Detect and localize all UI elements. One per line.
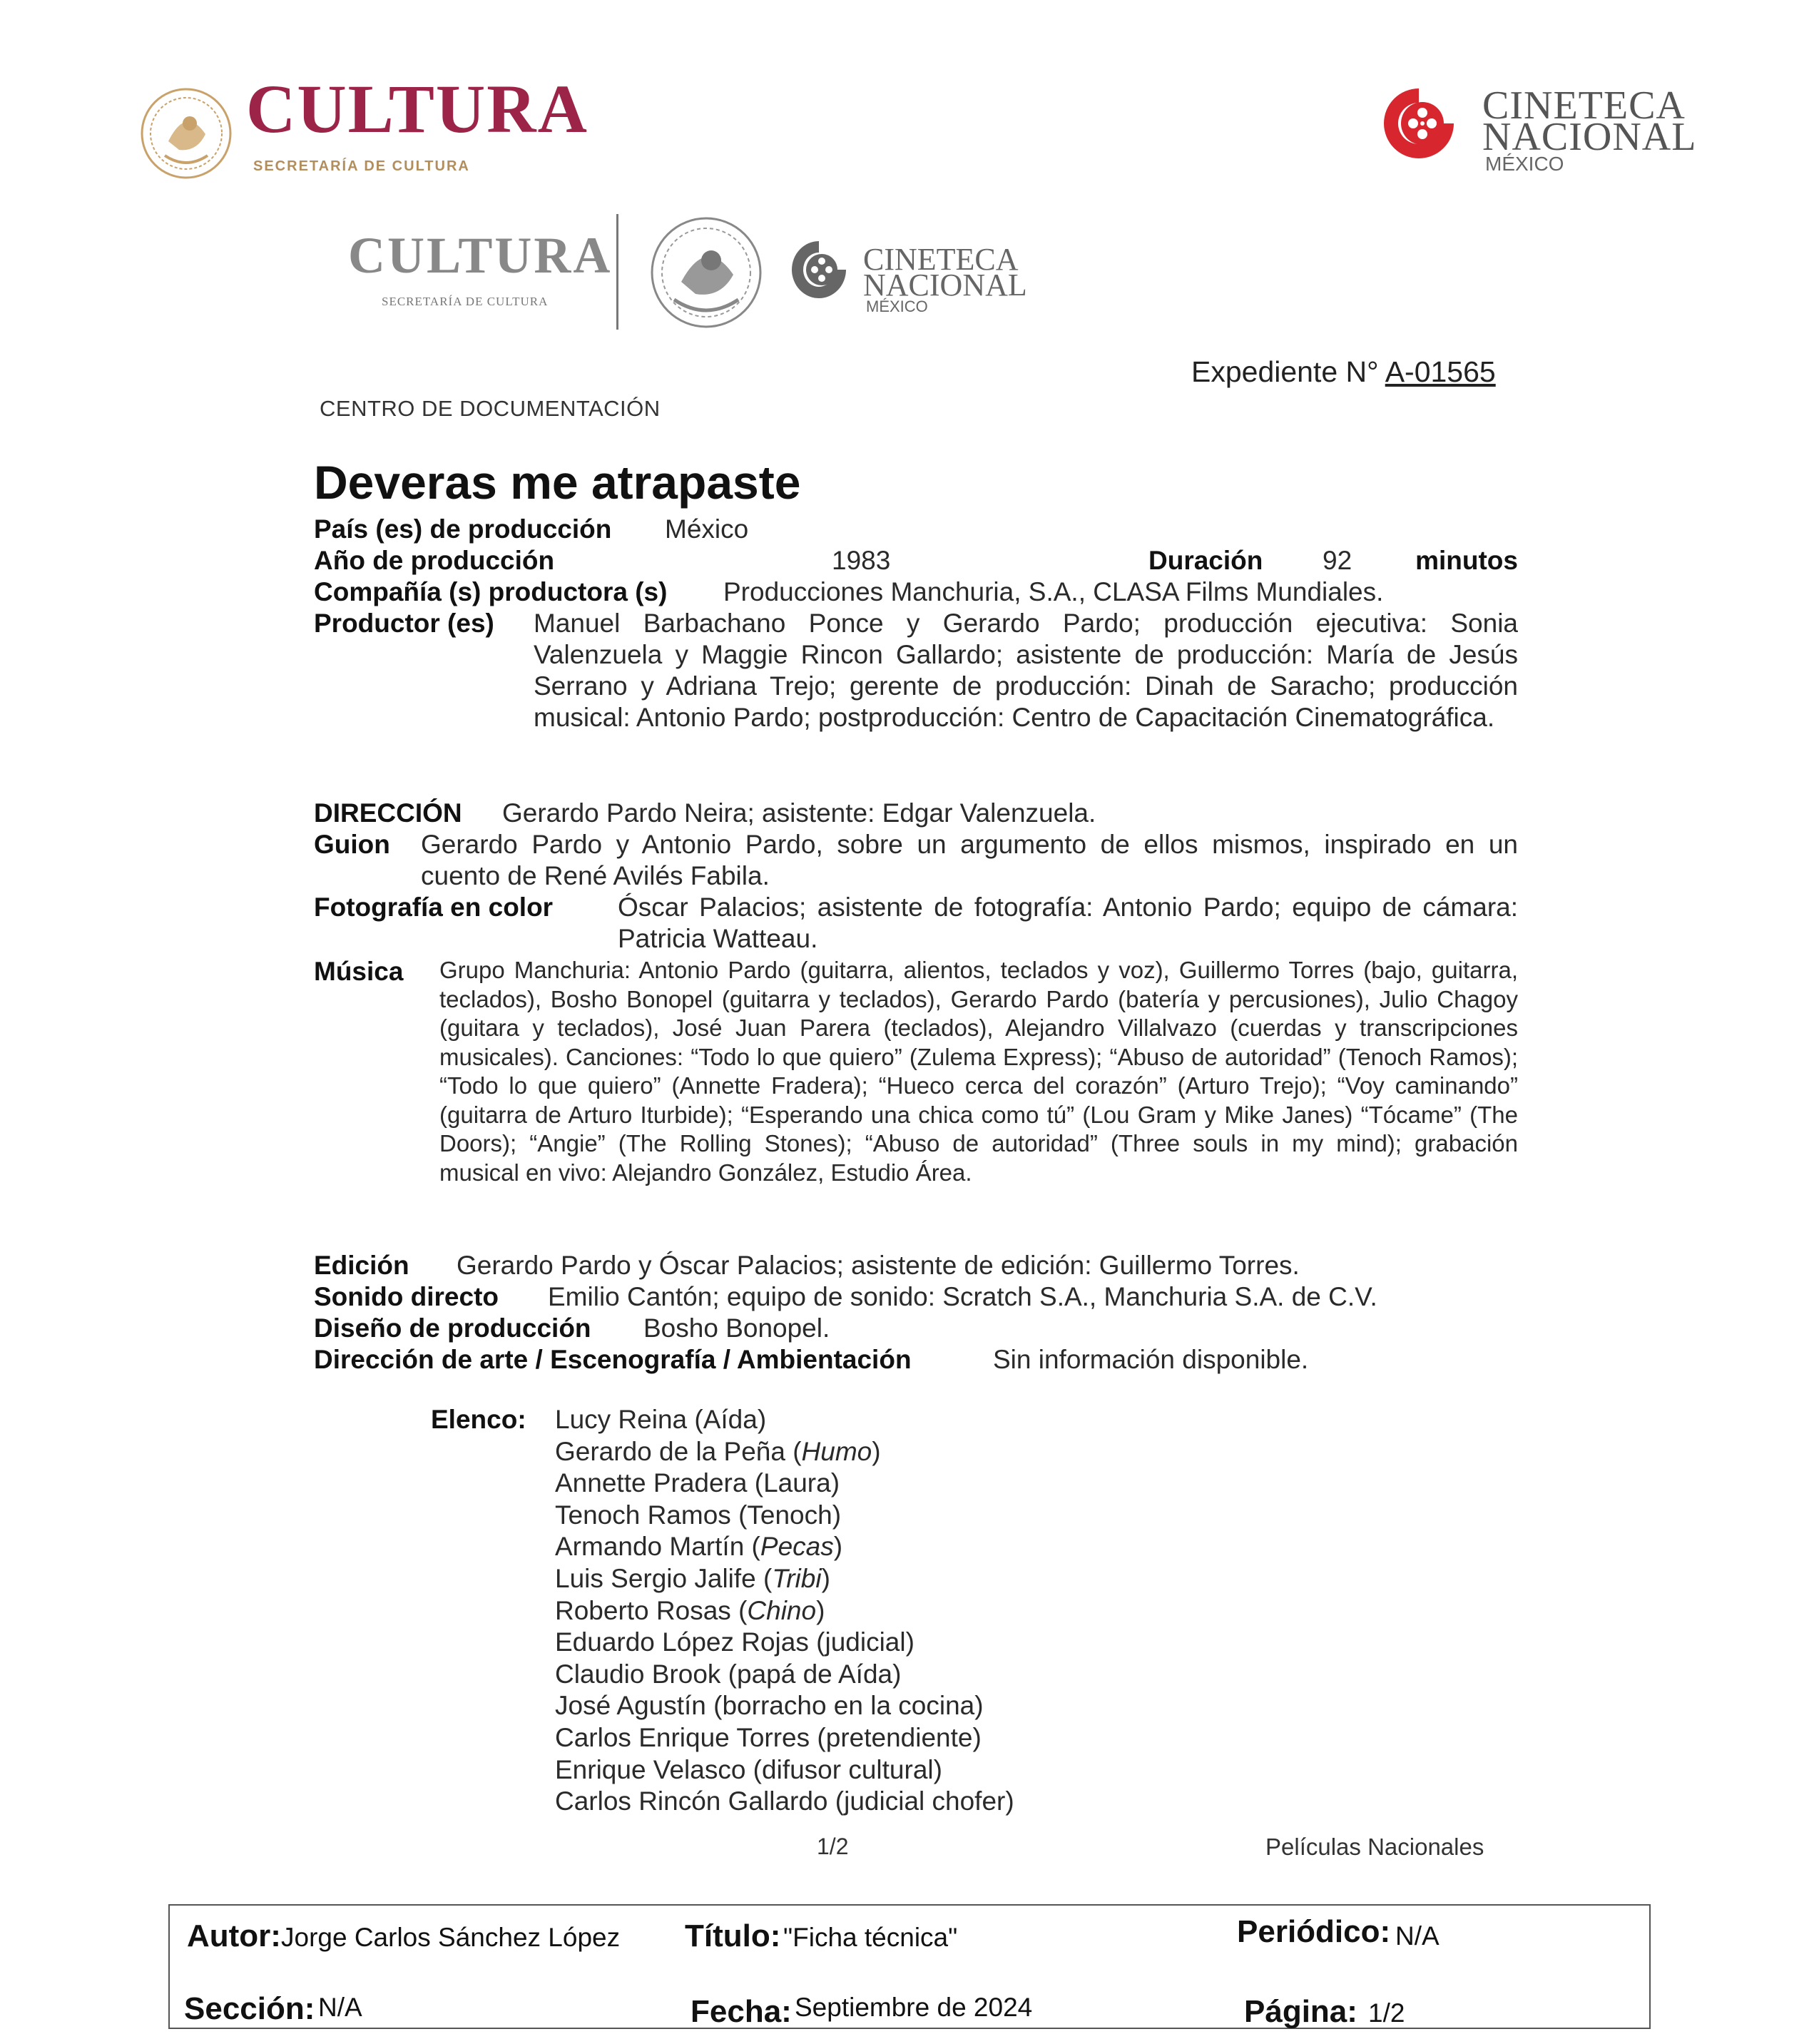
metadata-box (168, 1904, 1651, 2029)
titulo-label: Título: (685, 1918, 781, 1953)
musica-value: Grupo Manchuria: Antonio Pardo (guitarra, alientos, teclados y voz), Guillermo Torres (bajo, guitarra, teclados), Bosho Bonopel (guitarra y teclados), Gerardo Pardo (batería y percusiones), Julio Chagoy (guitara y teclados), José Juan Parera (teclados), Alejandro Villalvazo (cuerdas y transcripciones musicales). Canciones: “Todo lo que quiero” (Zulema Express); “Abuso de autoridad” (Tenoch Ramos); “Todo lo que quiero” (Annette Fradera); “Hueco cerca del corazón” (Arturo Trejo); “Voy caminando” (guitarra de Arturo Iturbide); “Esperando una chica como tú” (Lou Gram y Mike Janes) “Tócame” (The Doors); “Angie” (The Rolling Stones); “Abuso de autoridad” (Three souls in my mind); grabación musical en vivo: Alejandro González, Estudio Área. (439, 957, 1518, 1186)
cast-name: Carlos Enrique Torres (555, 1722, 810, 1752)
seccion-label: Sección: (184, 1991, 315, 2026)
cast-name: Armando Martín (555, 1532, 745, 1562)
musica-row (314, 956, 1518, 1187)
cast-item: Gerardo de la Peña (Humo) (555, 1436, 881, 1466)
cultura-wordmark: CULTURA (246, 71, 588, 147)
cast-item: Annette Pradera (Laura) (555, 1468, 840, 1498)
direccion-label: DIRECCIÓN (314, 798, 462, 828)
titulo-value: "Ficha técnica" (783, 1923, 958, 1952)
page-number: 1/2 (817, 1834, 849, 1859)
compania-label: Compañía (s) productora (s) (314, 577, 668, 606)
periodico-value: N/A (1395, 1921, 1440, 1951)
coleccion-label: Películas Nacionales (1265, 1834, 1484, 1860)
pagina-label: Página: (1244, 1994, 1357, 2029)
cast-name: Annette Pradera (555, 1468, 748, 1498)
cast-item: Luis Sergio Jalife (Tribi) (555, 1563, 830, 1593)
pagina-value: 1/2 (1368, 1998, 1405, 2028)
doc-cineteca-reel-logo (790, 238, 847, 302)
doc-cultura-subtitle: SECRETARÍA DE CULTURA (382, 295, 549, 308)
cast-role: papá de Aída (737, 1659, 893, 1689)
seccion-value: N/A (318, 1993, 362, 2022)
musica-label: Música (314, 957, 404, 986)
guion-value: Gerardo Pardo y Antonio Pardo, sobre un argumento de ellos mismos, inspirado en un cuento de René Avilés Fabila. (421, 830, 1518, 890)
sonido-label: Sonido directo (314, 1282, 499, 1311)
cast-item: Carlos Rincón Gallardo (judicial chofer) (555, 1786, 1014, 1816)
fotografia-value: Óscar Palacios; asistente de fotografía: Antonio Pardo; equipo de cámara: Patricia Watteau. (618, 893, 1518, 953)
edicion-row (314, 1250, 1518, 1281)
diseno-label: Diseño de producción (314, 1313, 591, 1343)
cast-item: Claudio Brook (papá de Aída) (555, 1659, 902, 1689)
doc-cineteca-line2: NACIONAL (863, 268, 1027, 302)
cast-item: Carlos Enrique Torres (pretendiente) (555, 1722, 982, 1752)
edicion-value: Gerardo Pardo y Óscar Palacios; asistente de edición: Guillermo Torres. (457, 1251, 1300, 1280)
cast-name: Enrique Velasco (555, 1754, 746, 1784)
cast-name: José Agustín (555, 1691, 706, 1721)
anio-label: Año de producción (314, 546, 555, 575)
doc-mexico-seal-logo (642, 214, 770, 332)
cast-name: Gerardo de la Peña (555, 1436, 785, 1466)
cast-role: Tenoch (747, 1500, 832, 1530)
fotografia-label: Fotografía en color (314, 893, 554, 922)
cast-role: Chino (747, 1595, 817, 1625)
cineteca-reel-logo (1380, 84, 1458, 163)
cast-item: Enrique Velasco (difusor cultural) (555, 1754, 942, 1784)
cast-role: Pecas (760, 1532, 834, 1562)
cineteca-line2: NACIONAL (1482, 115, 1697, 159)
cast-item: José Agustín (borracho en la cocina) (555, 1691, 984, 1721)
fecha-value: Septiembre de 2024 (795, 1993, 1033, 2022)
expediente-label: Expediente N° (1191, 355, 1379, 388)
cultura-subtitle: SECRETARÍA DE CULTURA (253, 158, 470, 174)
pais-row (314, 514, 1518, 545)
cast-role: Laura (763, 1468, 831, 1498)
doc-cultura-wordmark: CULTURA (348, 227, 613, 284)
cast-name: Tenoch Ramos (555, 1500, 731, 1530)
cast-role: Aída (703, 1405, 758, 1434)
edicion-label: Edición (314, 1251, 409, 1280)
doc-cineteca-line3: MÉXICO (866, 298, 928, 315)
cast-role: borracho en la cocina (722, 1691, 975, 1721)
cast-name: Claudio Brook (555, 1659, 721, 1689)
cast-item: Roberto Rosas (Chino) (555, 1595, 825, 1625)
cast-name: Carlos Rincón Gallardo (555, 1786, 828, 1816)
header-divider (616, 214, 618, 330)
autor-value: Jorge Carlos Sánchez López (281, 1923, 621, 1952)
cast-role: judicial chofer (844, 1786, 1006, 1816)
cast-role: difusor cultural (762, 1754, 934, 1784)
cast-role: Humo (801, 1436, 872, 1466)
cast-item: Armando Martín (Pecas) (555, 1532, 843, 1562)
compania-row (314, 576, 1518, 608)
arte-label: Dirección de arte / Escenografía / Ambientación (314, 1345, 912, 1374)
expediente-value: A-01565 (1385, 355, 1496, 388)
cast-name: Lucy Reina (555, 1405, 688, 1434)
productor-value: Manuel Barbachano Ponce y Gerardo Pardo; producción ejecutiva: Sonia Valenzuela y Maggie Rincon Gallardo; asistente de producción: María de Jesús Serrano y Adriana Trejo; gerente de producción: Dinah de Saracho; producción musical: Antonio Pardo; postproducción: Centro de Capacitación Cinematográfica. (534, 609, 1518, 732)
cast-name: Eduardo López Rojas (555, 1627, 809, 1657)
fotografia-row (314, 892, 1518, 955)
minutos-label: minutos (1415, 546, 1518, 575)
cast-role: pretendiente (825, 1722, 973, 1752)
productor-row (314, 608, 1518, 733)
expediente-number (1191, 355, 1496, 389)
anio-row (314, 545, 1518, 576)
diseno-value: Bosho Bonopel. (643, 1313, 830, 1343)
direccion-value: Gerardo Pardo Neira; asistente: Edgar Valenzuela. (502, 798, 1096, 828)
autor-label: Autor: (187, 1918, 281, 1953)
fecha-label: Fecha: (691, 1994, 792, 2029)
cast-item: Eduardo López Rojas (judicial) (555, 1627, 914, 1657)
productor-label: Productor (es) (314, 609, 494, 638)
cast-item: Lucy Reina (Aída) (555, 1405, 767, 1434)
cineteca-line1: CINETECA (1482, 83, 1686, 128)
sonido-value: Emilio Cantón; equipo de sonido: Scratch S.A., Manchuria S.A. de C.V. (548, 1282, 1377, 1311)
cineteca-line3: MÉXICO (1485, 153, 1564, 175)
duracion-label: Duración (1148, 546, 1263, 575)
elenco-list (555, 1404, 1014, 1818)
cast-role: judicial (825, 1627, 906, 1657)
film-title: Deveras me atrapaste (314, 456, 801, 509)
arte-value: Sin información disponible. (993, 1345, 1309, 1374)
cast-name: Roberto Rosas (555, 1595, 731, 1625)
anio-value: 1983 (832, 546, 891, 575)
guion-label: Guion (314, 830, 390, 859)
mexico-seal-logo (140, 84, 233, 183)
guion-row (314, 829, 1518, 892)
cast-role: Tribi (772, 1563, 822, 1593)
doc-cineteca-line1: CINETECA (863, 242, 1019, 277)
duracion-value: 92 (1323, 546, 1352, 575)
sonido-row (314, 1281, 1518, 1313)
cast-item: Tenoch Ramos (Tenoch) (555, 1500, 842, 1530)
centro-documentacion: CENTRO DE DOCUMENTACIÓN (320, 396, 661, 421)
arte-row (314, 1344, 1518, 1376)
cast-name: Luis Sergio Jalife (555, 1563, 756, 1593)
pais-value: México (665, 514, 749, 544)
pais-label: País (es) de producción (314, 514, 612, 544)
periodico-label: Periódico: (1237, 1914, 1391, 1949)
direccion-row (314, 798, 1518, 829)
compania-value: Producciones Manchuria, S.A., CLASA Films Mundiales. (723, 577, 1384, 606)
diseno-row (314, 1313, 1518, 1344)
elenco-label: Elenco: (431, 1405, 526, 1434)
